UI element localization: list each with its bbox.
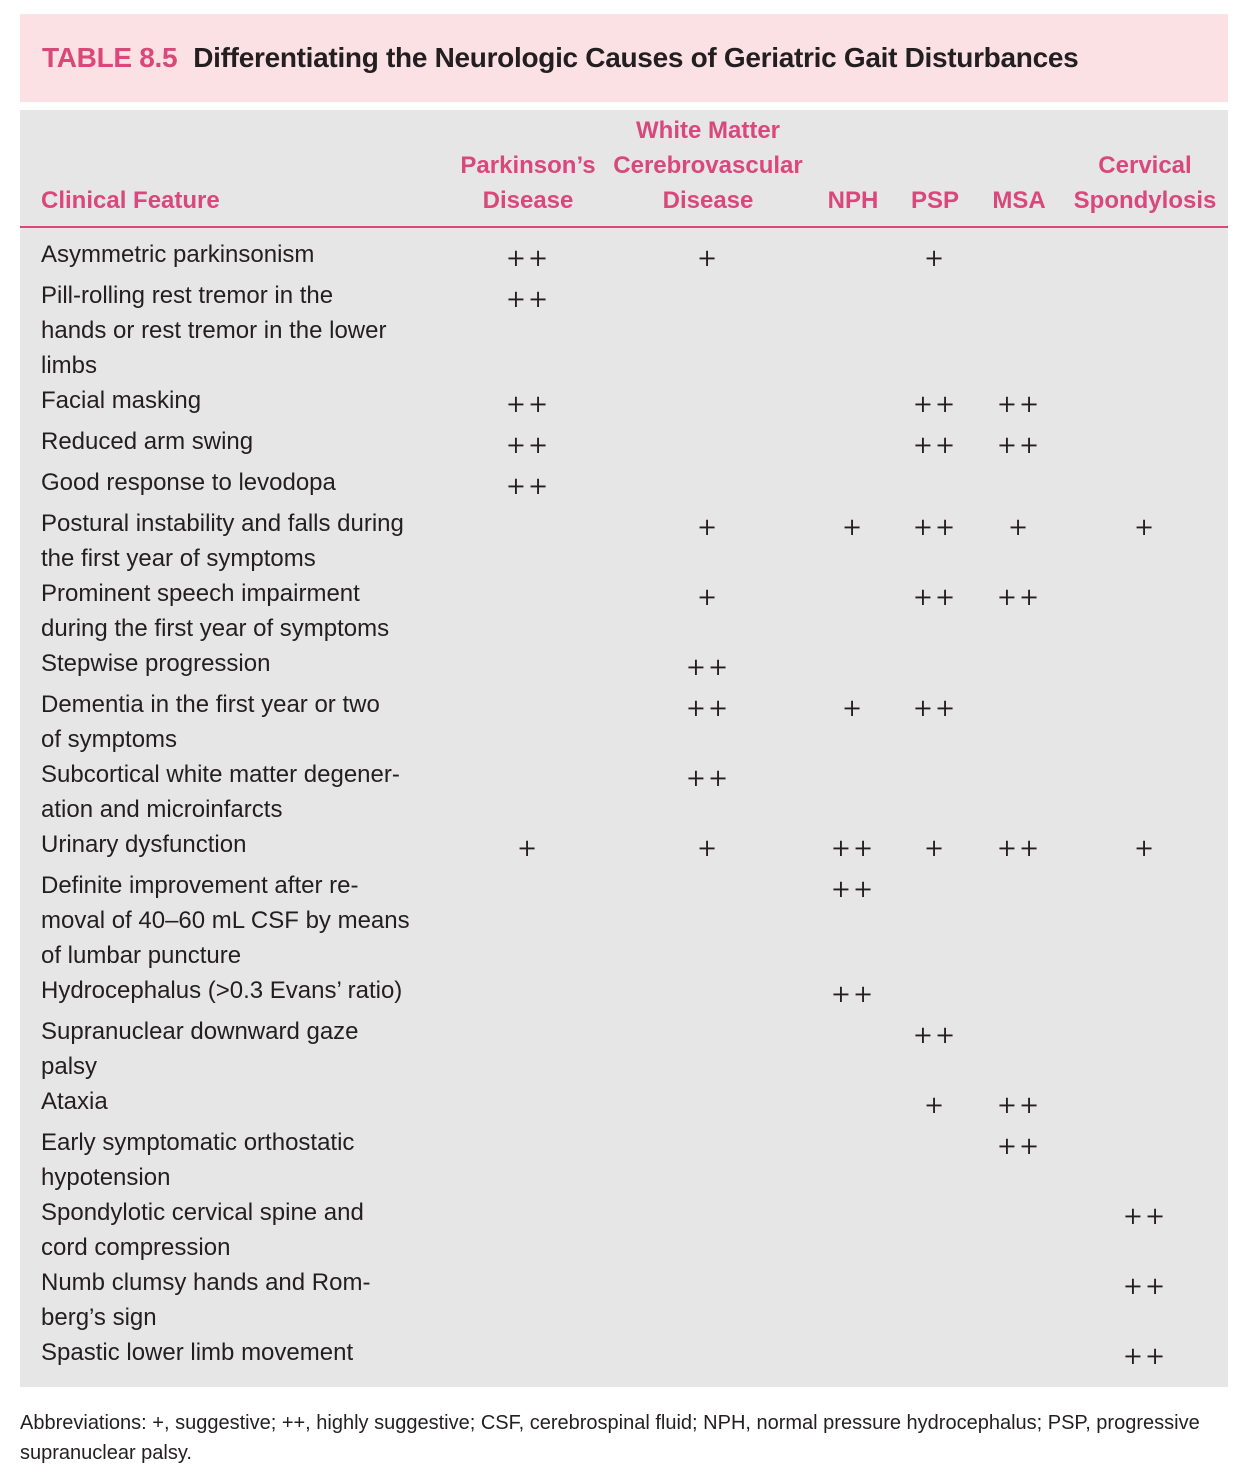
mark-nph: ++ [830,980,876,1008]
column-header-msa: MSA [992,187,1046,214]
mark-white-matter: ++ [685,694,731,722]
mark-psp: ++ [912,1021,958,1049]
mark-cervical: ++ [1122,1202,1168,1230]
feature-cell: Ataxia [41,1088,108,1115]
column-header-parkinsons: Parkinson’s Disease [460,152,596,214]
mark-msa: ++ [996,1091,1042,1119]
feature-cell: Good response to levodopa [41,469,336,496]
mark-parkinsons: ++ [505,244,551,272]
mark-msa: ++ [996,431,1042,459]
table-header [20,110,1228,228]
mark-msa: ++ [996,583,1042,611]
feature-cell: Hydrocephalus (>0.3 Evans’ ratio) [41,977,403,1004]
mark-nph: ++ [830,875,876,903]
feature-cell: Asymmetric parkinsonism [41,241,315,268]
feature-cell: Subcortical white matter degener- ation and microinfarcts [41,761,400,823]
mark-nph: ++ [830,834,876,862]
feature-cell: Definite improvement after re- moval of 40–60 mL CSF by means of lumbar puncture [41,872,410,969]
feature-cell: Postural instability and falls during the first year of symptoms [41,510,404,572]
feature-cell: Spastic lower limb movement [41,1339,354,1366]
mark-cervical: ++ [1122,1342,1168,1370]
column-header-white-matter: White Matter Cerebrovascular Disease [613,117,803,214]
mark-white-matter: ++ [685,764,731,792]
mark-nph: + [841,694,865,722]
feature-cell: Dementia in the first year or two of symptoms [41,691,380,753]
mark-msa: ++ [996,390,1042,418]
mark-msa: + [1007,513,1031,541]
mark-nph: + [841,513,865,541]
mark-parkinsons: ++ [505,390,551,418]
table-footnote: Abbreviations: +, suggestive; ++, highly suggestive; CSF, cerebrospinal fluid; NPH, normal pressure hydrocephalus; PSP, progressive supranuclear palsy. [20,1412,1200,1464]
mark-psp: + [923,244,947,272]
column-header-psp: PSP [910,187,960,214]
feature-cell: Urinary dysfunction [41,831,247,858]
column-header-nph: NPH [827,187,879,214]
mark-white-matter: + [696,583,720,611]
feature-cell: Spondylotic cervical spine and cord compression [41,1199,364,1261]
mark-msa: ++ [996,1132,1042,1160]
mark-white-matter: + [696,834,720,862]
table-title: Differentiating the Neurologic Causes of Geriatric Gait Disturbances [193,42,1079,73]
mark-parkinsons: + [516,834,540,862]
feature-cell: Numb clumsy hands and Rom- berg’s sign [41,1269,371,1331]
mark-parkinsons: ++ [505,285,551,313]
mark-psp: ++ [912,583,958,611]
mark-white-matter: + [696,513,720,541]
mark-white-matter: + [696,244,720,272]
feature-cell: Stepwise progression [41,650,271,677]
column-header-cervical: Cervical Spondylosis [1073,152,1217,214]
mark-psp: + [923,1091,947,1119]
feature-cell: Early symptomatic orthostatic hypotension [41,1129,355,1191]
mark-psp: ++ [912,513,958,541]
feature-cell: Prominent speech impairment during the first year of symptoms [41,580,390,642]
gait-table [20,110,1228,1387]
table-title-bar [20,14,1228,102]
table-number: TABLE 8.5 [42,42,178,73]
mark-psp: + [923,834,947,862]
mark-psp: ++ [912,694,958,722]
mark-cervical: + [1133,834,1157,862]
mark-parkinsons: ++ [505,472,551,500]
feature-cell: Supranuclear downward gaze palsy [41,1018,359,1080]
mark-parkinsons: ++ [505,431,551,459]
mark-white-matter: ++ [685,653,731,681]
column-header-feature: Clinical Feature [41,187,220,214]
feature-cell: Reduced arm swing [41,428,254,455]
mark-cervical: + [1133,513,1157,541]
mark-psp: ++ [912,431,958,459]
feature-cell: Facial masking [41,387,202,414]
feature-cell: Pill-rolling rest tremor in the hands or rest tremor in the lower limbs [41,282,387,379]
mark-psp: ++ [912,390,958,418]
mark-cervical: ++ [1122,1272,1168,1300]
mark-msa: ++ [996,834,1042,862]
